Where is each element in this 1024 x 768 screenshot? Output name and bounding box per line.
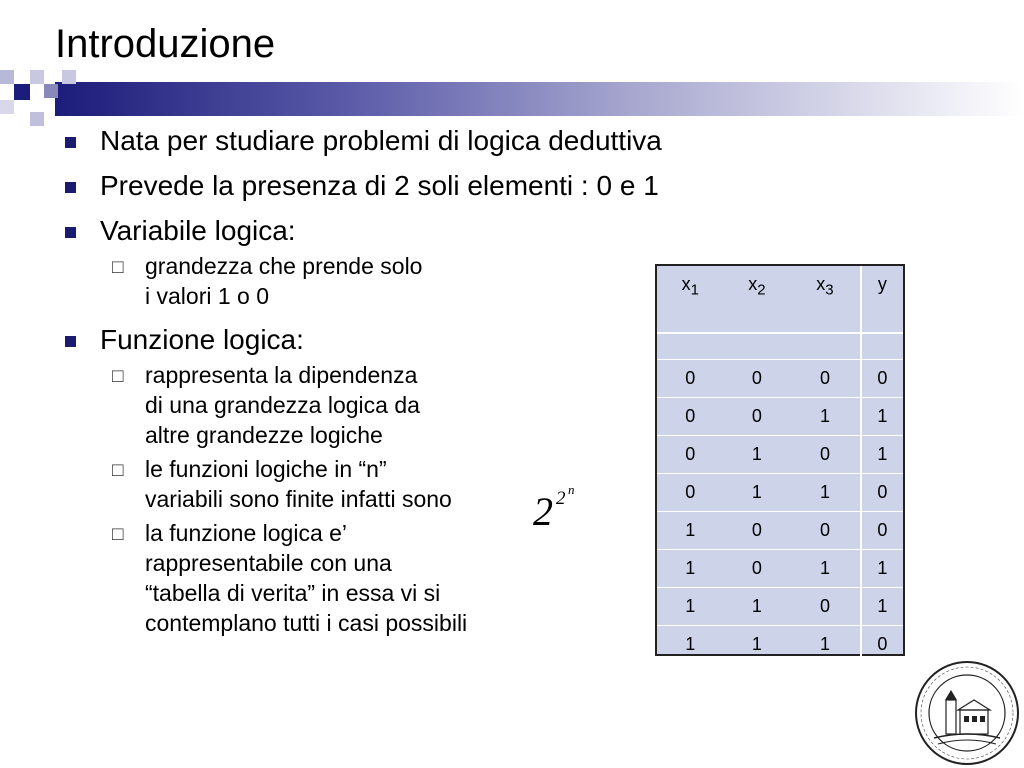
power-formula bbox=[533, 482, 575, 535]
table-row bbox=[657, 436, 903, 474]
sub-bullet-item: □ rappresenta la dipendenza di una grandezza logica da altre grandezze logiche bbox=[112, 362, 420, 448]
table-cell: 1 bbox=[861, 398, 903, 436]
table-cell: 1 bbox=[790, 626, 860, 664]
bullet-item: Funzione logica: bbox=[62, 323, 662, 356]
decor-square bbox=[62, 70, 76, 84]
formula-base: 2 bbox=[533, 489, 553, 534]
table-row bbox=[657, 550, 903, 588]
table-header: $x_2$ bbox=[724, 266, 791, 333]
table-cell: 1 bbox=[724, 436, 791, 474]
formula-exponent-exponent: n bbox=[568, 482, 575, 497]
decor-square bbox=[14, 84, 30, 100]
table-cell: 0 bbox=[861, 626, 903, 664]
table-cell: 1 bbox=[790, 474, 860, 512]
table-cell: 0 bbox=[861, 512, 903, 550]
table-header: $x_1$ bbox=[657, 266, 724, 333]
decor-square bbox=[0, 100, 14, 114]
university-seal-logo bbox=[912, 660, 1022, 766]
sub-bullet-item: □ grandezza che prende solo i valori 1 o 0 bbox=[112, 253, 423, 309]
table-cell: 0 bbox=[724, 512, 791, 550]
table-cell: 0 bbox=[657, 398, 724, 436]
table-row bbox=[657, 588, 903, 626]
table-cell: 1 bbox=[790, 398, 860, 436]
table-cell: 1 bbox=[657, 626, 724, 664]
table-cell: 1 bbox=[657, 588, 724, 626]
truth-table bbox=[655, 264, 905, 656]
table-cell: 0 bbox=[657, 436, 724, 474]
table-cell: 1 bbox=[861, 550, 903, 588]
table-cell: 1 bbox=[861, 436, 903, 474]
table-cell: 1 bbox=[657, 550, 724, 588]
table-cell: 0 bbox=[861, 474, 903, 512]
table-header-row bbox=[657, 266, 903, 333]
table-cell: 1 bbox=[724, 626, 791, 664]
hollow-square-icon: □ bbox=[112, 460, 124, 481]
decor-square bbox=[30, 70, 44, 84]
table-cell: 1 bbox=[657, 512, 724, 550]
table-cell: 1 bbox=[790, 550, 860, 588]
table-cell: 1 bbox=[724, 588, 791, 626]
table-row bbox=[657, 398, 903, 436]
table-spacer-row bbox=[657, 333, 903, 360]
hollow-square-icon: □ bbox=[112, 524, 124, 545]
header-band bbox=[55, 82, 1024, 116]
table-row bbox=[657, 512, 903, 550]
decor-square bbox=[30, 112, 44, 126]
table-cell: 0 bbox=[657, 360, 724, 398]
decor-square bbox=[44, 84, 58, 98]
table-cell: 0 bbox=[790, 436, 860, 474]
table-header: $x_3$ bbox=[790, 266, 860, 333]
table-cell: 1 bbox=[724, 474, 791, 512]
table-cell: 1 bbox=[861, 588, 903, 626]
formula-exponent: 2 bbox=[556, 488, 566, 509]
decor-square bbox=[0, 70, 14, 84]
table-row bbox=[657, 360, 903, 398]
hollow-square-icon: □ bbox=[112, 257, 124, 278]
table-cell: 0 bbox=[790, 360, 860, 398]
table-header: y bbox=[861, 266, 903, 333]
sub-bullet-item: □ la funzione logica e’ rappresentabile con una “tabella di verita” in essa vi si contemplano tutti i casi possibili bbox=[112, 520, 468, 636]
table-row bbox=[657, 474, 903, 512]
table-cell: 0 bbox=[724, 398, 791, 436]
bullet-list bbox=[62, 124, 662, 642]
table-cell: 0 bbox=[724, 550, 791, 588]
table-cell: 0 bbox=[657, 474, 724, 512]
sub-bullet-item: □ le funzioni logiche in “n” variabili sono finite infatti sono bbox=[112, 456, 452, 512]
bullet-item: Nata per studiare problemi di logica deduttiva bbox=[62, 124, 662, 157]
bullet-item: Variabile logica: bbox=[62, 214, 662, 247]
table-cell: 0 bbox=[861, 360, 903, 398]
slide-title: Introduzione bbox=[55, 22, 276, 66]
table-cell: 0 bbox=[790, 512, 860, 550]
bullet-item: Prevede la presenza di 2 soli elementi : 0 e 1 bbox=[62, 169, 662, 202]
table-cell: 0 bbox=[724, 360, 791, 398]
hollow-square-icon: □ bbox=[112, 366, 124, 387]
table-row bbox=[657, 626, 903, 664]
table-cell: 0 bbox=[790, 588, 860, 626]
